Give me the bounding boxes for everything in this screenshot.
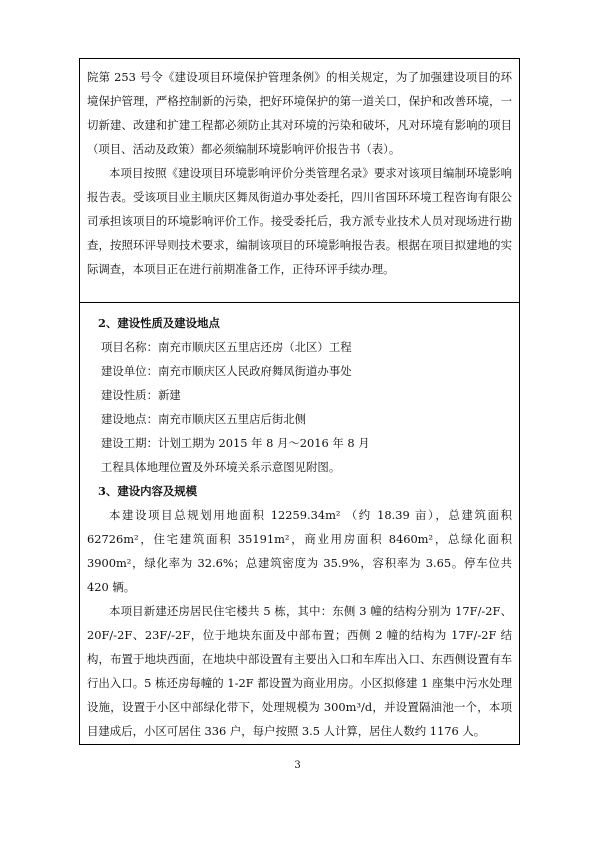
nature-field: 建设性质：新建: [101, 388, 181, 402]
page-number: 3: [294, 760, 301, 771]
builder-field: 建设单位：南充市顺庆区人民政府舞凤街道办事处: [101, 364, 352, 378]
section-heading-content-scale: 3、建设内容及规模: [98, 484, 198, 498]
table-row-divider: [80, 302, 519, 303]
background-section: [87, 65, 512, 281]
period-field: 建设工期：计划工期为 2015 年 8 月～2016 年 8 月: [101, 436, 370, 450]
document-table-frame: [79, 58, 520, 745]
construction-section: [87, 311, 512, 743]
area-paragraph: 本建设项目总规划用地面积 12259.34m² （约 18.39 亩），总建筑面积 62726m²，住宅建筑面积 35191m²，商业用房面积 8460m²，总绿化面积 3900m²，绿化率为 32.6%；总建筑密度为 35.9%，容积率为 3.65。停车位共 420 辆。: [87, 508, 512, 594]
regulation-paragraph: 院第 253 号令《建设项目环境保护管理条例》的相关规定，为了加强建设项目的环境保护管理，严格控制新的污染，把好环境保护的第一道关口，保护和改善环境，一切新建、改建和扩建工程都必须防止其对环境的污染和破坏，凡对环境有影响的项目（项目、活动及政策）都必须编制环境影响评价报告书（表）。: [87, 70, 512, 156]
project-name-field: 项目名称：南充市顺庆区五里店还房（北区）工程: [101, 340, 352, 354]
buildings-paragraph: 本项目新建还房居民住宅楼共 5 栋，其中：东侧 3 幢的结构分别为 17F/-2F、20F/-2F、23F/-2F，位于地块东面及中部布置；西侧 2 幢的结构为 17F/-2F 结构，布置于地块西面，在地块中部设置有主要出入口和车库出入口、东西侧设置有车行出入口。5 栋还房每幢的 1-2F 都设置为商业用房。小区拟修建 1 座集中污水处理设施，设置于小区中部绿化带下，处理规模为 300m³/d，并设置隔油池一个，本项目建成后，小区可居住 336 户，每户按照 3.5 人计算，居住人数约 1176 人。: [87, 604, 512, 738]
location-note: 工程具体地理位置及外环境关系示意图见附图。: [101, 460, 341, 474]
location-field: 建设地点：南充市顺庆区五里店后街北侧: [101, 412, 307, 426]
section-heading-nature-location: 2、建设性质及建设地点: [98, 316, 220, 330]
commission-paragraph: 本项目按照《建设项目环境影响评价分类管理名录》要求对该项目编制环境影响报告表。受该项目业主顺庆区舞凤街道办事处委托，四川省国环环境工程咨询有限公司承担该项目的环境影响评价工作。接受委托后，我方派专业技术人员对现场进行勘查，按照环评导则技术要求，编制该项目的环境影响报告表。根据在项目拟建地的实际调查，本项目正在进行前期准备工作，正待环评手续办理。: [87, 166, 512, 276]
